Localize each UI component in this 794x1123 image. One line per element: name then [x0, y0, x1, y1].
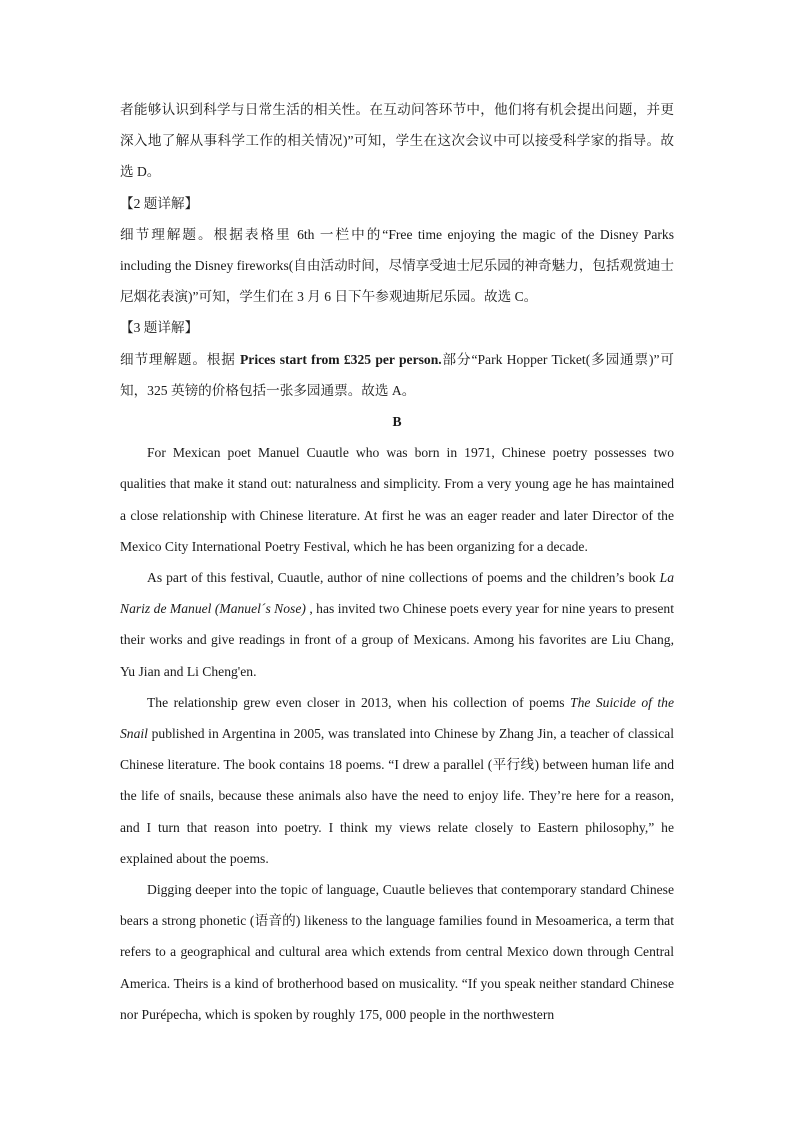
q3-text-after: 部分“Park Hopper Ticket(多园通票)”可知，325 英镑的价格包括一张多园通票。故选 A。: [120, 351, 674, 398]
q3-bold-quote: Prices start from £325 per person.: [239, 351, 442, 367]
passage-paragraph-4: Digging deeper into the topic of language, Cuautle believes that contemporary standard Chinese bears a strong phonetic (语音的) likeness to the language families found in Mesoamerica, a term that refers to a geographical and cultural area which extends from central Mexico down through Central America. Theirs is a kind of brotherhood based on musicality. “If you speak neither standard Chinese nor Purépecha, which is spoken by roughly 175, 000 people in the northwestern: [120, 882, 674, 1022]
passage-paragraph-3: [120, 687, 674, 874]
p2-text-after: , has invited two Chinese poets every year for nine years to present their works and give readings in front of a group of Mexicans. Among his favorites are Liu Chang, Yu Jian and Li Cheng'en.: [120, 601, 674, 679]
passage-paragraph-2: [120, 562, 674, 687]
passage-paragraph-1: For Mexican poet Manuel Cuautle who was born in 1971, Chinese poetry possesses two qualities that make it stand out: naturalness and simplicity. From a very young age he has maintained a close relationship with Chinese literature. At first he was an eager reader and later Director of the Mexico City International Poetry Festival, which he has been organizing for a decade.: [120, 445, 674, 554]
p3-text-after: published in Argentina in 2005, was translated into Chinese by Zhang Jin, a teacher of classical Chinese literature. The book contains 18 poems. “I drew a parallel (平行线) between human life and the life of snails, because these animals also have the need to enjoy life. They’re here for a reason, and I turn that reason into poetry. I think my views relate closely to Eastern philosophy,” he explained about the poems.: [120, 726, 674, 866]
p2-book-title: La Nariz de Manuel (Manuel´s Nose): [120, 570, 674, 617]
q3-answer-text: [120, 344, 674, 406]
q3-heading: 【3 题详解】: [120, 320, 199, 336]
q2-heading: 【2 题详解】: [120, 195, 199, 211]
q3-text-before: 细节理解题。根据: [120, 351, 240, 367]
p2-text-before: As part of this festival, Cuautle, author of nine collections of poems and the children’s book: [147, 570, 660, 586]
p3-text-before: The relationship grew even closer in 2013, when his collection of poems: [147, 694, 571, 710]
p3-book-title: The Suicide of the Snail: [120, 694, 674, 742]
section-b-title: B: [392, 414, 402, 430]
q2-answer-text: 细节理解题。根据表格里 6th 一栏中的“Free time enjoying the magic of the Disney Parks including the Disney fireworks(自由活动时间，尽情享受迪士尼乐园的神奇魅力，包括观赏迪士尼烟花表演)”可知，学生们在 3 月 6 日下午参观迪斯尼乐园。故选 C。: [120, 226, 674, 305]
q1-answer-text: 者能够认识到科学与日常生活的相关性。在互动问答环节中，他们将有机会提出问题，并更深入地了解从事科学工作的相关情况)”可知，学生在这次会议中可以接受科学家的指导。故选 D。: [120, 102, 674, 180]
document-page: [120, 94, 674, 1030]
